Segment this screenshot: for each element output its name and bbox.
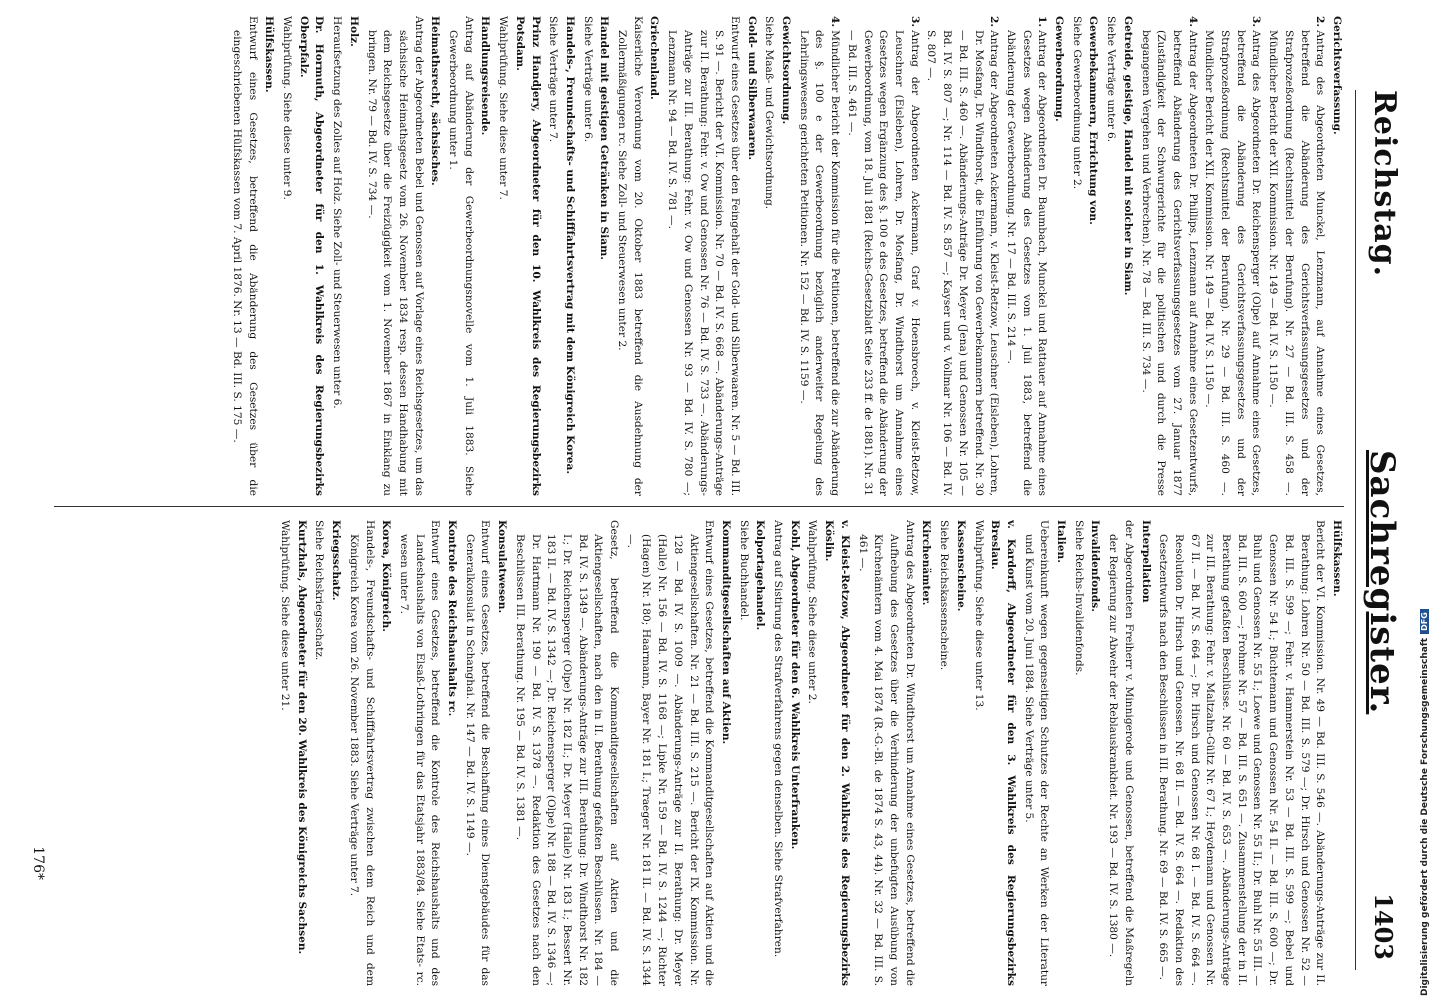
- entry-heading: Kriegsschatz.: [330, 520, 343, 601]
- register-entry: [804, 520, 852, 986]
- entry-item: [278, 16, 294, 496]
- entry-item: [843, 16, 922, 496]
- register-entry: [579, 16, 611, 496]
- register-entry: [935, 520, 967, 986]
- item-text: Entwurf eines Gesetzes, betreffend die Abänderung des Gesetzes über die eingeschriebenen Hülfskassen vom 7. April 1876. Nr. 13 — Bd. III. S. 175 —.: [230, 16, 259, 496]
- register-entry: [1068, 16, 1100, 496]
- item-text: Wahlprüfung. Siehe diese unter 2.: [806, 520, 819, 704]
- register-entry: [276, 520, 308, 986]
- item-text: Kaiserliche Verordnung vom 20. Oktober 1883 betreffend die Ausdehnung der Zollermäßigungen rc. Siehe Zoll- und Steuerwesen unter 2.: [616, 16, 644, 496]
- register-entry: [735, 520, 767, 986]
- register-entry: [1137, 16, 1344, 496]
- page-code: 176*: [30, 846, 46, 880]
- right-column: [44, 520, 1344, 986]
- entry-heading: Kolportagehandel.: [754, 520, 767, 631]
- register-entry: [1102, 16, 1134, 496]
- entry-heading: Gewerbeordnung.: [1053, 16, 1066, 122]
- entry-item: [1102, 16, 1118, 496]
- item-text: Siehe Verträge unter 6.: [1105, 16, 1118, 143]
- register-entry: [345, 520, 393, 986]
- entry-heading: Prinz Handjery, Abgeordneter für den 10. Wahlkreis des Regierungsbezirks Potsdam.: [513, 16, 542, 496]
- item-text: Siehe Verträge unter 7.: [547, 16, 560, 143]
- dfg-logo: DFG: [1420, 609, 1429, 634]
- entry-heading: Interpellation: [1139, 520, 1152, 603]
- entry-heading: Kurtzhals, Abgeordneter für den 20. Wahlkreis des Königreichs Sachsen.: [295, 520, 308, 955]
- entry-heading: Griechenland.: [648, 16, 661, 100]
- entry-item: [494, 16, 510, 496]
- entry-item: [795, 16, 842, 496]
- entry-item: [804, 520, 820, 986]
- register-entry: [328, 16, 360, 496]
- entry-item: [1264, 16, 1327, 496]
- register-entry: [363, 16, 443, 496]
- entry-heading: Dr. Hormuth, Abgeordneter für den 1. Wahlkreis des Regierungsbezirks Oberpfalz.: [297, 16, 326, 496]
- item-text: Siehe Reichskassenscheine.: [938, 520, 951, 671]
- item-number: 4.: [1186, 16, 1199, 28]
- register-entry: [278, 16, 326, 496]
- item-text: Entwurf eines Gesetzes, betreffend die Kontrole des Reichshaushalts und des Landeshaushalts von Elsaß-Lothringen für das Etatsjahr 1883/84. Siehe Etats- rc. wesen unter 7.: [397, 520, 442, 986]
- entry-item: [735, 520, 751, 986]
- entry-heading: Invalidenfonds.: [1089, 520, 1102, 612]
- entry-heading: Gerichtsverfassung.: [1331, 16, 1343, 135]
- entry-item: [970, 520, 986, 986]
- item-text: Entwurf eines Gesetzes, betreffend die Beschaffung eines Dienstgebäudes für das Generalkonsulat in Schanghai. Nr. 147 — Bd. IV. S. 1149 —.: [463, 520, 492, 986]
- item-text: Antrag des Abgeordneten Dr. Windthorst um Annahme eines Gesetzes, betreffend die Aufhebung des Gesetzes über die Verhinderung der unbefugten Ausübung von Kirchenämtern vom 4. Mai 1874 (R.-G.-Bl. de 1874 S. 43, 44). Nr. 32 — Bd. III. S. 461 —.: [856, 520, 916, 986]
- register-entry: [1020, 520, 1068, 986]
- entry-heading: Kommanditgesellschaften auf Aktien.: [719, 520, 732, 745]
- item-text: Uebereinkunft wegen gegenseitigen Schutzes der Rechte an Werken der Literatur und Kunst vom 20. Juni 1884. Siehe Verträge unter 5.: [1022, 520, 1051, 986]
- register-entry: [854, 520, 934, 986]
- register-entry: [311, 520, 343, 986]
- entry-heading: Konsulatwesen.: [496, 520, 509, 614]
- item-text: Bericht der VI. Kommission. Nr. 49 — Bd. III. S. 546 —. Abänderungs-Anträge zur II. Berathung: Lohren Nr. 50 — Bd. III. S. 579 —; Dr. Hirsch und Genossen Nr. 52 — Bd. III. S. 599 —; Fehr. v. Hammerstein Nr. 53 — Bd. III. S. 599 —; Bebel und Genossen Nr. 54 I.; Büchtemann und Genossen Nr. 54 II. — Bd. III. S. 600 —; Dr. Buhl und Genossen Nr. 55 I.; Loewe und Genossen Nr. 55 II.; Dr. Buhl Nr. 55 III. — Bd. III. S. 600 —; Frohme Nr. 57 — Bd. III. S. 651 —. Zusammenstellung der in II. Berathung gefaßten Beschlüsse. Nr. 60 — Bd. IV. S. 653 —. Abänderungs-Anträge zur III. Berathung: Fehr. v. Maltzahn-Gültz Nr. 67 I.; Heydemann und Genossen Nr. 67 II. — Bd. IV. S. 664 —; Dr. Hirsch und Genossen Nr. 68 I. — Bd. IV. S. 664 —. Resolution Dr. Hirsch und Genossen. Nr. 68 II. — Bd. IV. S. 664 —. Redaktion des Gesetzentwurfs nach den Beschlüssen in III. Berathung. Nr. 69 — Bd. IV. S. 665 —.: [1157, 520, 1327, 986]
- entry-item: [923, 16, 1002, 496]
- register-entry: [494, 16, 542, 496]
- register-entry: [795, 16, 1066, 496]
- entry-item: [228, 16, 259, 496]
- left-column: [44, 16, 1344, 496]
- entry-heading: Kohl, Abgeordneter für den 6. Wahlkreis Unterfranken.: [788, 520, 801, 850]
- entry-heading: Getreide, geistige, Handel mit solcher in Siam.: [1121, 16, 1134, 296]
- credit-text: Digitalisierung gefördert durch die Deutsche Forschungsgemeinschaft: [1420, 637, 1430, 996]
- item-number: 2.: [1314, 16, 1327, 28]
- entry-heading: Gewichtsordnung.: [780, 16, 793, 125]
- entry-heading: Heimathsrecht, sächsisches.: [429, 16, 442, 186]
- register-entry: [1070, 520, 1102, 986]
- item-number: 4.: [829, 16, 842, 28]
- item-text: der Abgeordneten Freiherr v. Minnigerode und Genossen, betreffend die Maßregeln der Regierung zur Abwehr der Reblauskrankheit. Nr. 193 — Bd. IV. S. 1380 —.: [1107, 520, 1135, 986]
- entry-item: [345, 520, 376, 986]
- entry-heading: Hülfskassen.: [263, 16, 276, 93]
- entry-item: [461, 520, 492, 986]
- entry-item: [1201, 16, 1264, 496]
- entry-item: [395, 520, 442, 986]
- item-text: Siehe Reichskriegsschatz.: [313, 520, 326, 661]
- entry-item: [1137, 16, 1200, 496]
- entry-item: [613, 16, 644, 496]
- entry-item: [511, 520, 621, 986]
- item-text: Siehe Maaß- und Gewichtsordnung.: [763, 16, 776, 210]
- entry-item: [761, 16, 777, 496]
- entry-heading: Korea, Königreich.: [380, 520, 393, 632]
- item-text: Antrag des Abgeordneten Munckel, Lenzmann, auf Annahme eines Gesetzes, betreffend die Abänderung des Gerichtsverfassungsgesetzes und der Strafprozeßordnung (Rechtsmittel der Berufung). Nr. 27 — Bd. III. S. 458 —. Mündlicher Bericht der XII. Kommission. Nr. 149 — Bd. IV. S. 1150 —.: [1267, 30, 1327, 496]
- item-text: Wahlprüfung. Siehe diese unter 21.: [279, 520, 291, 711]
- column-divider: [54, 506, 1344, 507]
- entry-heading: Handels-, Freundschafts- und Schifffahrtsvertrag mit dem Königreich Korea.: [563, 16, 576, 475]
- item-text: Gesetz, betreffend die Kommanditgesellschaften auf Aktien und die Aktiengesellschaften, nach den in II. Berathung gefaßten Beschlüssen. Nr. 184 — Bd. IV. S. 1349 —. Abänderungs-Anträge zur III. Berathung: Dr. Windthorst Nr. 182 I.; Dr. Reichensperger (Olpe) Nr. 182 II.; Dr. Meyer (Halle) Nr. 183 I.; Bessert Nr. 183 II. — Bd. IV. S. 1342 —; Dr. Reichensperger (Olpe) Nr. 188 — Bd. IV. S. 1346 —; Dr. Hartmann Nr. 190 — Bd. IV. S. 1378 —. Redaktion des Gesetzes nach den Beschlüssen III. Berathung. Nr. 195 — Bd. IV. S. 1381 —.: [513, 520, 621, 986]
- item-text: Antrag des Abgeordneten Dr. Reichensperger (Olpe) auf Annahme eines Gesetzes, betreffend die Abänderung des Gerichtsverfassungsgesetzes und der Strafprozeßordnung (Rechtsmittel der Berufung). Nr. 29 — Bd. III. S. 460 —. Mündlicher Bericht der XII. Kommission. Nr. 149 — Bd. IV. S. 1150 —.: [1203, 30, 1263, 496]
- entry-item: [579, 16, 595, 496]
- item-number: 3.: [908, 16, 921, 28]
- item-text: Heraufsetzung des Zolles auf Holz. Siehe Zoll- und Steuerwesen unter 6.: [331, 16, 344, 409]
- entry-item: [545, 16, 561, 496]
- entry-heading: v. Kleist-Retzow, Abgeordneter für den 2. Wahlkreis des Regierungsbezirks Köslin.: [823, 520, 851, 986]
- register-entry: [545, 16, 577, 496]
- entry-item: [1020, 520, 1051, 986]
- entry-item: [444, 16, 475, 496]
- register-entry: [769, 520, 801, 986]
- register-entry: [511, 520, 733, 986]
- digitization-credit: [1420, 609, 1430, 996]
- item-text: Entwurf eines Gesetzes, betreffend die Kommanditgesellschaften auf Aktien und die Aktiengesellschaften. Nr. 21 — Bd. III. S. 215 —. Bericht der IX. Kommission. Nr. 128 — Bd. IV. S. 1009 —. Abänderungs-Anträge zur II. Berathung: Dr. Meyer (Halle) Nr. 156 — Bd. IV. S. 1168 —; Lipke Nr. 159 — Bd. IV. S. 1244 —; Richter (Hagen) Nr. 180; Haarmann, Bayer Nr. 181 I.; Traeger Nr. 181 II. — Bd. IV. S. 1344 —.: [624, 520, 716, 986]
- item-number: 3.: [1250, 16, 1263, 28]
- page-number: 1403: [1369, 893, 1398, 960]
- entry-heading: Holz.: [347, 16, 360, 47]
- entry-heading: Handlungsreisende.: [479, 16, 492, 136]
- item-text: Antrag der Abgeordneten Ackermann, v. Kleist-Retzow, Leuschner (Eisleben), Lohren, Dr. Mosfang, Dr. Windthorst, die Einführung von Gewerbekammern betreffend. Nr. 30 — Bd. III. S. 460 —. Abänderungs-Anträge Dr. Meyer (Jena) und Genossen Nr. 105 — Bd. IV. S. 807 —; Nr. 114 — Bd. IV. S. 857 —; Kayser und v. Vollmar Nr. 106 — Bd. IV. S. 807 —.: [925, 30, 1001, 496]
- register-entry: [228, 16, 276, 496]
- header-left: Reichstag.: [1367, 90, 1402, 278]
- entry-heading: Kontrole des Reichshaushalts rc.: [446, 520, 459, 717]
- entry-heading: Italien.: [1055, 520, 1068, 563]
- entry-item: [854, 520, 917, 986]
- register-entry: [1104, 520, 1152, 986]
- item-text: Wahlprüfung. Siehe diese unter 7.: [497, 16, 510, 200]
- entry-item: [1104, 520, 1135, 986]
- item-text: Siehe Verträge unter 6.: [581, 16, 594, 143]
- entry-heading: Kassenscheine.: [954, 520, 967, 612]
- entry-item: [1155, 520, 1328, 986]
- entry-heading: Gewerbekammern, Errichtung von.: [1087, 16, 1100, 225]
- item-text: Siehe Reichs-Invalidenfonds.: [1072, 520, 1085, 676]
- register-entry: [1155, 520, 1344, 986]
- item-text: Antrag der Abgeordneten Ackermann, Graf v. Hoensbroech, v. Kleist-Retzow, Leuschner (Eisleben), Lohren, Dr. Mosfang, Dr. Windthorst um Annahme eines Gesetzes wegen Ergänzung des §. 100 e des Gesetzes, betreffend die Abänderung der Gewerbeordnung, vom 18. Juli 1881 (Reichs-Gesetzblatt Seite 233 ff. de 1881). Nr. 31 — Bd. III. S. 461 —.: [845, 30, 921, 496]
- register-entry: [461, 520, 509, 986]
- item-text: Antrag der Abgeordneten Dr. Baumbach, Munckel und Rattauer auf Annahme eines Gesetzes wegen Abänderung des Gesetzes vom 1. Juli 1883, betreffend die Abänderung der Gewerbeordnung. Nr. 17 — Bd. III. S. 214 —.: [1004, 30, 1049, 496]
- register-entry: [761, 16, 793, 496]
- item-text: Antrag auf Abänderung der Gewerbeordnungsnovelle vom 1. Juli 1883. Siehe Gewerbeordnung unter 1.: [447, 16, 475, 496]
- entry-heading: v. Kardorff, Abgeordneter für den 3. Wahlkreis des Regierungsbezirks Breslau.: [989, 520, 1017, 986]
- item-text: Antrag der Abgeordneten Dr. Phillips, Lenzmann auf Annahme eines Gesetzentwurfs, betreffend Abänderung des Gerichtsverfassungsgesetzes vom 27. Januar 1877 (Zuständigkeit der Schwurgerichte für die politischen und durch die Presse begangenen Vergehen und Verbrechen). Nr. 78 — Bd. III. S. 734 —.: [1139, 30, 1199, 496]
- register-entry: [395, 520, 459, 986]
- item-text: Antrag auf Sistirung des Strafverfahrens gegen denselben. Siehe Strafverfahren.: [772, 520, 785, 958]
- entry-item: [769, 520, 785, 986]
- item-text: Antrag der Abgeordneten Bebel und Genossen auf Vorlage eines Reichsgesetzes, um das sächsische Heimathsgesetz vom 26. November 1834 resp. dessen Handhabung mit dem Reichsgesetze über die Freizügigkeit vom 1. November 1867 in Einklang zu bringen. Nr. 79 — Bd. IV. S. 734 —.: [365, 16, 425, 496]
- entry-item: [622, 520, 716, 986]
- item-text: Wahlprüfung. Siehe diese unter 13.: [972, 520, 985, 711]
- entry-heading: Gold- und Silberwaaren.: [745, 16, 758, 161]
- item-text: Siehe Buchhandel.: [737, 520, 750, 621]
- entry-item: [935, 520, 951, 986]
- entry-item: [1068, 16, 1084, 496]
- item-text: Wahlprüfung. Siehe diese unter 9.: [281, 16, 293, 200]
- page-title: Sachregister.: [1362, 450, 1402, 715]
- item-number: 1.: [1036, 16, 1049, 28]
- register-entry: [444, 16, 492, 496]
- entry-item: [1070, 520, 1086, 986]
- entry-item: [1002, 16, 1049, 496]
- register-entry: [663, 16, 758, 496]
- entry-item: [663, 16, 742, 496]
- register-entry: [970, 520, 1018, 986]
- item-text: Siehe Gewerbeordnung unter 2.: [1070, 16, 1083, 190]
- entry-item: [363, 16, 426, 496]
- item-text: Entwurf eines Gesetzes über den Feingehalt der Gold- und Silberwaaren. Nr. 5 — Bd. III. S. 91 —. Bericht der VI. Kommission. Nr. 70 — Bd. IV. S. 668 —. Abänderungs-Anträge zur II. Berathung: Fehr. v. Ow und Genossen Nr. 76 — Bd. IV. S. 733 —. Abänderungs-Anträge zur III. Berathung: Fehr. v. Ow und Genossen Nr. 93 — Bd. IV. S. 780 —; Lenzmann Nr. 94 — Bd. IV. S. 781 —.: [666, 16, 741, 496]
- entry-item: [276, 520, 292, 986]
- entry-heading: Handel mit geistigen Getränken in Siam.: [598, 16, 611, 260]
- entry-heading: Hülfskassen.: [1331, 520, 1343, 597]
- page-header: [1355, 90, 1410, 970]
- item-text: Handels-, Freundschafts- und Schifffahrtsvertrag zwischen dem Reich und dem Königreich Korea vom 26. November 1883. Siehe Verträge unter 7.: [347, 520, 376, 986]
- item-text: Mündlicher Bericht der Kommission für die Petitionen, betreffend die zur Abänderung des §. 100 e der Gewerbeordnung bezüglich anderweiter Regelung des Lehrlingswesens gerichteten Petitionen. Nr. 152 — Bd. IV. S. 1159 —.: [797, 30, 842, 496]
- entry-item: [311, 520, 327, 986]
- item-number: 2.: [988, 16, 1001, 28]
- register-entry: [613, 16, 661, 496]
- entry-heading: Kirchenämter.: [920, 520, 933, 606]
- entry-item: [328, 16, 344, 496]
